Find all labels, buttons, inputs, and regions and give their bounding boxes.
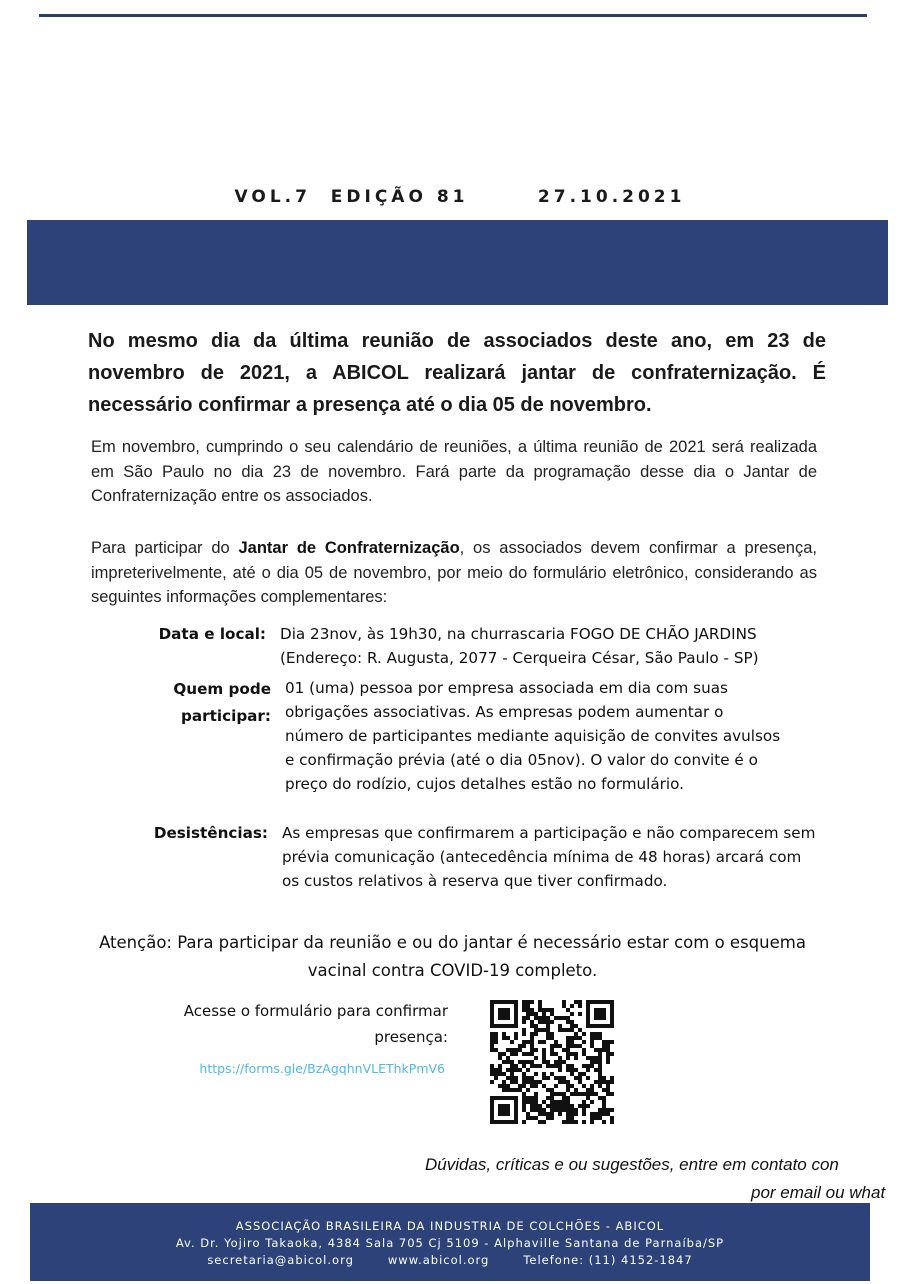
- form-prompt: Acesse o formulário para confirmar presença:: [183, 1002, 448, 1046]
- detail-value-date: Dia 23nov, às 19h30, na churrascaria FOGO DE CHÃO JARDINS (Endereço: R. Augusta, 2077 - Cerqueira César, São Paulo - SP): [280, 625, 759, 667]
- footer-phone: Telefone: (11) 4152-1847: [523, 1253, 693, 1267]
- header-banner: [27, 220, 888, 305]
- footer-address: Av. Dr. Yojiro Takaoka, 4384 Sala 705 Cj 5109 - Alphaville Santana de Parnaíba/SP: [175, 1236, 725, 1250]
- detail-label-who-line2: participar:: [181, 707, 271, 725]
- detail-label-who: [173, 676, 271, 730]
- paragraph-1: Em novembro, cumprindo o seu calendário de reuniões, a última reunião de 2021 será realizada em São Paulo no dia 23 de novembro. Fará parte da programação desse dia o Jantar de Confraternização entre os associados.: [91, 438, 817, 505]
- footer: [30, 1203, 870, 1281]
- attention-notice: Atenção: Para participar da reunião e ou do jantar é necessário estar com o esquema vacinal contra COVID-19 completo.: [99, 933, 806, 980]
- paragraph-2-text-b: , os associados devem confirmar a presença, impreterivelmente, até o dia 05 de novembro, por meio do formulário eletrônico, considerando as seguintes informações complementares:: [91, 539, 817, 606]
- contact-line-2: por email ou what: [751, 1183, 886, 1202]
- top-rule: [39, 14, 867, 17]
- footer-email[interactable]: secretaria@abicol.org: [207, 1253, 354, 1267]
- detail-value-cancel: As empresas que confirmarem a participação e não comparecem sem prévia comunicação (antecedência mínima de 48 horas) arcará com os custos relativos à reserva que tiver confirmado.: [282, 824, 816, 890]
- paragraph-2-text-a: Para participar do: [91, 539, 239, 557]
- headline: No mesmo dia da última reunião de associados deste ano, em 23 de novembro de 2021, a ABICOL realizará jantar de confraternização. É necessário confirmar a presença até o dia 05 de novembro.: [88, 330, 826, 416]
- form-link[interactable]: https://forms.gle/BzAgqhnVLEThkPmV6: [199, 1061, 445, 1076]
- footer-website[interactable]: www.abicol.org: [387, 1253, 490, 1267]
- detail-label-cancel: Desistências:: [153, 824, 268, 842]
- footer-org: ASSOCIAÇÃO BRASILEIRA DA INDUSTRIA DE COLCHÕES - ABICOL: [235, 1219, 665, 1233]
- qr-code: [490, 1000, 614, 1124]
- contact-line-1: Dúvidas, críticas e ou sugestões, entre em contato con: [425, 1155, 839, 1174]
- issue-line: VOL.7 EDIÇÃO 81 27.10.2021: [234, 187, 686, 207]
- detail-label-who-line1: Quem pode: [173, 680, 271, 698]
- footer-contact: [30, 1252, 870, 1269]
- paragraph-2-bold: Jantar de Confraternização: [238, 539, 460, 557]
- detail-label-date: Data e local:: [158, 625, 266, 643]
- paragraph-2: [91, 536, 817, 610]
- detail-value-who: 01 (uma) pessoa por empresa associada em dia com suas obrigações associativas. As empresas podem aumentar o número de participantes mediante aquisição de convites avulsos e confirmação prévia (até o dia 05nov). O valor do convite é o preço do rodízio, cujos detalhes estão no formulário.: [285, 679, 781, 793]
